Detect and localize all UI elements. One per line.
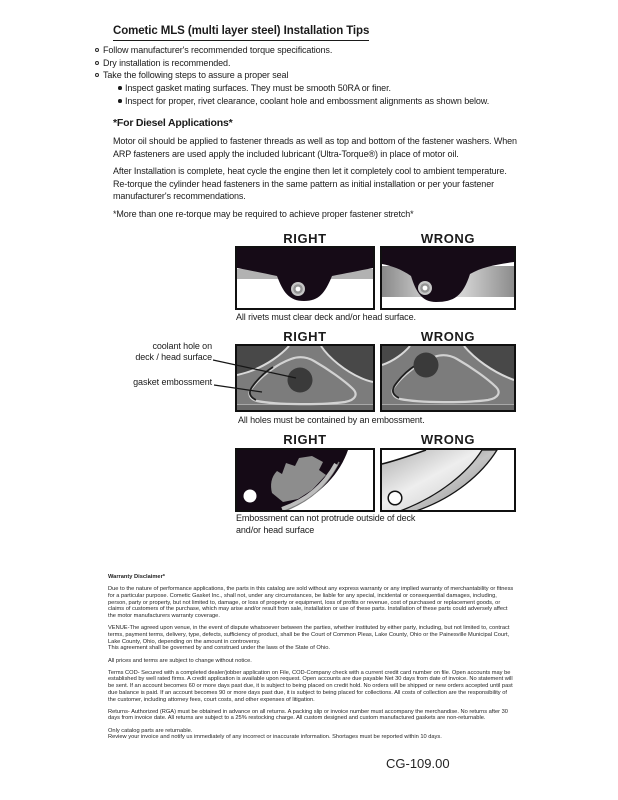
legal-paragraph: All prices and terms are subject to change without notice. — [108, 657, 252, 664]
page-title: Cometic MLS (multi layer steel) Installation Tips — [113, 25, 369, 41]
paragraph-motor-oil: Motor oil should be applied to fastener threads as well as top and bottom of the fastener washers. When ARP fasteners are used apply the included lubricant (Ultra-Torque®) in place of motor oil. — [113, 136, 517, 159]
legal-paragraph: Terms COD- Secured with a completed dealer/jobber application on File, COD-Company check with a current credit card number on file. Open accounts may be established by well rated firms. A credit application is available upon request. Open accounts are due payable Net 30 days from date of invoice. No statement will be sent. If an account becomes 60 or more days past due, it is subject to being placed on credit hold. No orders will be shipped or new orders accepted until past due balance is paid. If an account becomes 90 or more days past due, it is subject to being placed for collections. All costs of collection are the responsibility of the customer, including attorney fees, court costs, and other expenses of litigation. — [108, 669, 513, 703]
legal-disclaimer — [108, 574, 515, 741]
row3-caption: Embossment can not protrude outside of deck and/or head surface — [236, 513, 416, 535]
tip-text: Inspect for proper, rivet clearance, coolant hole and embossment alignments as shown below. — [125, 95, 490, 106]
legal-paragraph: Due to the nature of performance applications, the parts in this catalog are sold without any express warranty or any implied warranty of merchantability or fitness for a particular purpose. Cometic Gasket Inc., shall not, under any circumstances, be liable for any special, incidental or consequential damages, including, person, party or property, but not limited to, damage, or loss of property or equipment, loss of profits or revenue, cost of purchased or replacement goods, or claims of customers of the purchase, which may arise and/or result from sale, installation or use of these parts. Installation of these parts could adversely affect the motor manufacturers warranty coverage. — [108, 586, 514, 620]
bullet-dot-icon — [118, 86, 122, 90]
coolant-hole-label: coolant hole on deck / head surface — [135, 341, 212, 362]
right-label-row2: RIGHT — [283, 329, 327, 344]
wrong-label-row2: WRONG — [420, 329, 476, 344]
rivet-wrong-diagram — [380, 246, 516, 310]
list-item — [95, 82, 595, 95]
coolant-hole — [414, 353, 439, 378]
legal-paragraph: Only catalog parts are returnable. — [108, 727, 193, 734]
rivet-right-diagram — [235, 246, 375, 310]
bullet-circle-icon — [95, 48, 99, 52]
retorque-note: *More than one re-torque may be required to achieve proper fastener stretch* — [113, 209, 414, 219]
wrong-label-row1: WRONG — [420, 231, 476, 246]
embossment-hole-wrong-diagram — [380, 344, 516, 412]
wrong-label-row3: WRONG — [420, 432, 476, 447]
bullet-circle-icon — [95, 73, 99, 77]
row1-caption: All rivets must clear deck and/or head surface. — [236, 312, 416, 322]
embossment-protrude-right-diagram — [235, 448, 375, 512]
bolt-hole — [388, 491, 402, 505]
legal-paragraph: Returns- Authorized (RGA) must be obtained in advance on all returns. A packing slip or invoice number must accompany the merchandise. No returns after 30 days from invoice date. All returns are subject to a 25% restocking charge. All custom designed and custom manufactured gaskets are non-returnable. — [108, 708, 508, 722]
embossment-protrude-wrong-diagram — [380, 448, 516, 512]
rivet — [418, 281, 432, 295]
rivet — [291, 282, 305, 296]
legal-paragraph: This agreement shall be governed by and construed under the laws of the State of Ohio. — [108, 645, 330, 652]
list-item — [95, 57, 595, 70]
right-label-row1: RIGHT — [283, 231, 327, 246]
tip-text: Take the following steps to assure a proper seal — [103, 70, 289, 81]
list-item — [95, 44, 595, 57]
tip-text: Inspect gasket mating surfaces. They must be smooth 50RA or finer. — [125, 83, 391, 94]
installation-tips-list — [95, 44, 595, 108]
legal-paragraph: Review your invoice and notify us immediately of any incorrect or inaccurate information. Shortages must be reported within 10 days. — [108, 734, 442, 741]
list-item — [95, 69, 595, 82]
gasket-embossment-label: gasket embossment — [133, 377, 212, 387]
bullet-dot-icon — [118, 99, 122, 103]
tip-text: Dry installation is recommended. — [103, 57, 231, 68]
list-item — [95, 95, 595, 108]
row2-caption: All holes must be contained by an embossment. — [238, 415, 425, 425]
legal-heading: Warranty Disclaimer* — [108, 574, 166, 580]
tip-text: Follow manufacturer's recommended torque specifications. — [103, 45, 333, 55]
bullet-circle-icon — [95, 61, 99, 65]
paragraph-heat-cycle: After Installation is complete, heat cycle the engine then let it completely cool to ambient temperature. Re-torque the cylinder head fasteners in the same pattern as initial installation or per your fastener manufacturer's recommendations. — [113, 166, 507, 202]
right-label-row3: RIGHT — [283, 432, 327, 447]
bolt-hole — [244, 490, 257, 503]
diesel-heading: *For Diesel Applications* — [113, 117, 233, 129]
pointer-lines — [205, 338, 340, 400]
legal-paragraph: VENUE-The agreed upon venue, in the event of dispute whatsoever between the parties, whether instituted by either party, including, but not limited to, contract terms, payment terms, delivery, type, defects, sufficiency of product, shall be the Court of Common Pleas, Lake County, Ohio or the Painesville Municipal Court, Lake County, Ohio, depending on the amount in controversy. — [108, 625, 510, 645]
page-code: CG-109.00 — [386, 756, 450, 771]
